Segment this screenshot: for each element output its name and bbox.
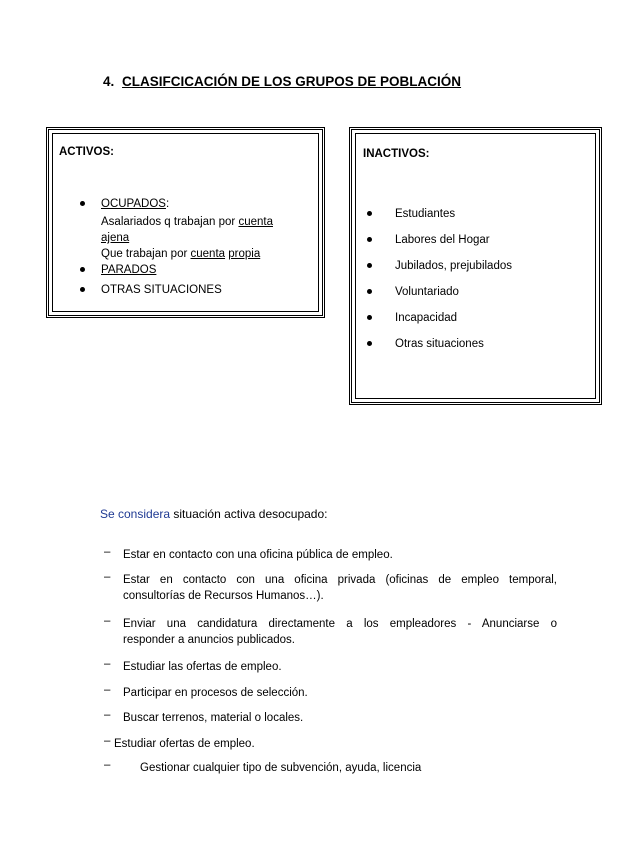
dash-icon: – — [104, 615, 111, 627]
list-item: Estudiar las ofertas de empleo. — [123, 661, 282, 673]
propia-word: propia — [228, 248, 261, 260]
dash-icon: – — [104, 571, 111, 583]
bullet-icon — [80, 287, 85, 292]
bullet-icon — [80, 201, 85, 206]
list-item: Gestionar cualquier tipo de subvención, ayuda, licencia — [140, 762, 422, 774]
bullet-icon — [80, 267, 85, 272]
list-item: Buscar terrenos, material o locales. — [123, 712, 304, 724]
section-heading — [103, 74, 461, 89]
bullet-icon — [367, 341, 372, 346]
dash-icon: – — [104, 658, 111, 670]
list-item-line: consultorías de Recursos Humanos…). — [123, 590, 324, 602]
list-item — [123, 572, 557, 604]
intro-sentence — [100, 507, 328, 521]
inactivos-item: Voluntariado — [395, 286, 459, 298]
asalariados-line — [101, 214, 273, 230]
cuenta-word: cuenta — [238, 216, 273, 228]
dash-icon: – — [104, 735, 111, 747]
ocupados-colon: : — [165, 198, 170, 210]
inactivos-item: Jubilados, prejubilados — [395, 260, 512, 272]
intro-highlight: Se considera — [100, 507, 171, 521]
otras-line: OTRAS SITUACIONES — [101, 284, 222, 296]
dash-icon: – — [104, 546, 111, 558]
bullet-icon — [367, 263, 372, 268]
ocupados-label: OCUPADOS — [101, 198, 166, 210]
ocupados-line — [101, 196, 169, 212]
inactivos-box — [349, 127, 602, 405]
inactivos-item: Estudiantes — [395, 208, 456, 220]
parados-label: PARADOS — [101, 264, 157, 276]
bullet-icon — [367, 237, 372, 242]
list-item: Estar en contacto con una oficina pública de empleo. — [123, 549, 393, 561]
dash-icon: – — [104, 684, 111, 696]
ajena-line — [101, 230, 129, 246]
list-item: Estudiar ofertas de empleo. — [114, 738, 255, 750]
ajena-word: ajena — [101, 232, 130, 244]
bullet-icon — [367, 315, 372, 320]
que-trabajan-prefix: Que trabajan por — [101, 248, 188, 260]
inactivos-item: Labores del Hogar — [395, 234, 490, 246]
inactivos-item: Otras situaciones — [395, 338, 484, 350]
list-item: Participar en procesos de selección. — [123, 687, 308, 699]
heading-number: 4. — [103, 74, 115, 89]
activos-title: ACTIVOS: — [59, 146, 114, 158]
activos-box — [46, 127, 325, 318]
dash-icon: – — [104, 759, 111, 771]
list-item-line: Enviar una candidatura directamente a los empleadores - Anunciarse o — [123, 618, 557, 630]
inactivos-item: Incapacidad — [395, 312, 458, 324]
que-trabajan-line — [101, 246, 260, 262]
heading-title: CLASIFCICACIÓN DE LOS GRUPOS DE POBLACIÓN — [122, 74, 462, 89]
cuenta-word-2: cuenta — [190, 248, 226, 260]
inactivos-title: INACTIVOS: — [363, 148, 430, 160]
intro-rest: situación activa desocupado: — [173, 507, 328, 521]
dash-icon: – — [104, 709, 111, 721]
list-item-line: Estar en contacto con una oficina privada (oficinas de empleo temporal, — [123, 574, 557, 586]
asalariados-prefix: Asalariados q trabajan por — [101, 216, 236, 228]
list-item — [123, 616, 557, 648]
list-item-line: responder a anuncios publicados. — [123, 634, 295, 646]
parados-line — [101, 262, 156, 278]
bullet-icon — [367, 211, 372, 216]
bullet-icon — [367, 289, 372, 294]
